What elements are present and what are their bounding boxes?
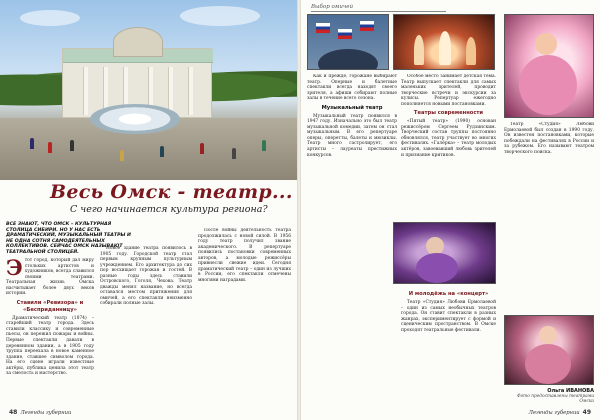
right-column-2 bbox=[401, 74, 496, 220]
left-column-2 bbox=[100, 246, 192, 408]
col1-intro: тот город, который дал миру стольких артистов и художников, всегда славился своими театрами. Театральная жизнь Омска насчитывает более двух веков истории. bbox=[6, 258, 94, 297]
r-col1-body: Как и прежде, горожане выбирают театр. Оперные и балетные спектакли всегда находят своего зрителя, а афиши собирают полные залы в течение всего сезона. bbox=[307, 74, 397, 102]
dropcap: Э bbox=[6, 258, 23, 280]
r-col2-body2: «Пятый театр» (1990) основан режиссёром Сергеем Рудзинским. Творческий состав труппы постоянно обновлялся, театр участвует во многих фестивалях. «Галёрка» – театр молодых актёров, завоевавший любовь зрителей и признание критиков. bbox=[401, 119, 496, 158]
section-heading-modern-theatres: Театры современности bbox=[413, 110, 484, 117]
section-heading-youth: И молодёжь на «концерт» bbox=[408, 291, 489, 297]
author-name: Ольга ИВАНОВА bbox=[547, 388, 594, 394]
photo-bottom-actress bbox=[504, 315, 594, 385]
page-number-left: 48 bbox=[9, 409, 18, 416]
rubric: Выбор омичей bbox=[311, 4, 354, 10]
hero-photo-theatre-square bbox=[0, 0, 297, 180]
author-subline: Фото предоставлены театрами Омска bbox=[517, 394, 594, 404]
right-column-2b bbox=[401, 288, 496, 408]
right-page bbox=[301, 0, 600, 420]
r-col3-body: Театр «Студия» Любови Ермолаевой – один из самых необычных театров города. Он ставит спектакли в разных жанрах, экспериментирует с формой и сценическим пространством. В Омске проходят театральные фестивали. bbox=[401, 300, 496, 333]
left-footer bbox=[6, 409, 71, 416]
r-col2-body: Особое место занимает детская тема. Театр выпускает спектакли для самых маленьких зрителей, проводит творческие встречи и экскурсии за кулисы. Репертуар ежегодно пополняется новыми постановками. bbox=[401, 74, 496, 107]
article-title: Весь Омск - театр... bbox=[50, 181, 293, 203]
r-col1-body2: Музыкальный театр появился в 1947 году. Изначально это был театр музыкальной комедии, затем он стал музыкальным. В его репертуаре оперы, оперетты, балеты и мюзиклы. Театр много гастролирует, его артисты – лауреаты престижных конкурсов. bbox=[307, 113, 397, 158]
footer-title-right: Легенды губернии bbox=[528, 410, 580, 416]
photo-flags bbox=[307, 14, 389, 70]
article-lead: ВСЕ ЗНАЮТ, ЧТО ОМСК – КУЛЬТУРНАЯ СТОЛИЦА СИБИРИ. НО У НАС ЕСТЬ ДРАМАТИЧЕСКИЙ, МУЗЫКАЛЬНЫЙ ТЕАТРЫ И НЕ ОДНА СОТНЯ САМОДЕЯТЕЛЬНЫХ КОЛЛЕКТИВОВ. СЕЙЧАС ОМСК НАЗЫВАЮТ ТЕАТРАЛЬНОЙ СТОЛИЦЕЙ. bbox=[6, 222, 131, 255]
right-column-1 bbox=[307, 74, 397, 408]
r-col3-body2: Театр «Студия» Любови Ермолаевой был создан в 1990 году. Он известен постановками, которые побеждали на фестивалях в России и за рубежом. Его называют театром творческого поиска. bbox=[504, 122, 594, 155]
page-number-right: 49 bbox=[582, 409, 591, 416]
article-subtitle: С чего начинается культура региона? bbox=[70, 204, 268, 215]
col1-body: Драматический театр (1874) – старейший театр города. Здесь ставили классику и современные пьесы, он пережил пожары и войны. Первые спектакли давали в деревянном здании, а в 1905 году труппа переехала в новое каменное здание, ставшее символом города. На его сцене играли известные актёры, публика ценила этот театр за смелость и мастерство. bbox=[6, 315, 94, 377]
author-block bbox=[504, 386, 594, 404]
left-column-1 bbox=[6, 258, 94, 408]
left-page bbox=[0, 0, 297, 420]
right-column-3 bbox=[504, 122, 594, 312]
section-heading-revizor: Ставили «Ревизора» и «Бесприданницу» bbox=[16, 299, 84, 313]
section-heading-music-theatre: Музыкальный театр bbox=[321, 104, 383, 111]
footer-title-left: Легенды губернии bbox=[20, 410, 72, 416]
photo-purple-scene bbox=[393, 222, 496, 284]
left-column-3 bbox=[198, 228, 291, 408]
right-footer bbox=[529, 409, 594, 416]
photo-pink-costume bbox=[504, 14, 594, 118]
col2-body: Новое здание театра появилось в 1905 году. Городской театр стал первым крупным культурным учреждением. Его архитектура до сих пор восхищает горожан и гостей. В разные годы здесь ставили Островского, Гоголя, Чехова. Театр дважды менял название, но всегда оставался местом притяжения для омичей, а его спектакли неизменно собирали полные залы. bbox=[100, 246, 192, 307]
photo-ballet-stage bbox=[393, 14, 495, 70]
fountain bbox=[90, 104, 180, 134]
col3-body: После войны деятельность театра продолжилась с новой силой. В 1956 году театр получил звание академического. В репертуаре появились постановки современных авторов, а молодые режиссёры привнесли свежие идеи. Сегодня драматический театр – один из лучших в России, его спектакли отмечены многими наградами. bbox=[198, 228, 291, 283]
